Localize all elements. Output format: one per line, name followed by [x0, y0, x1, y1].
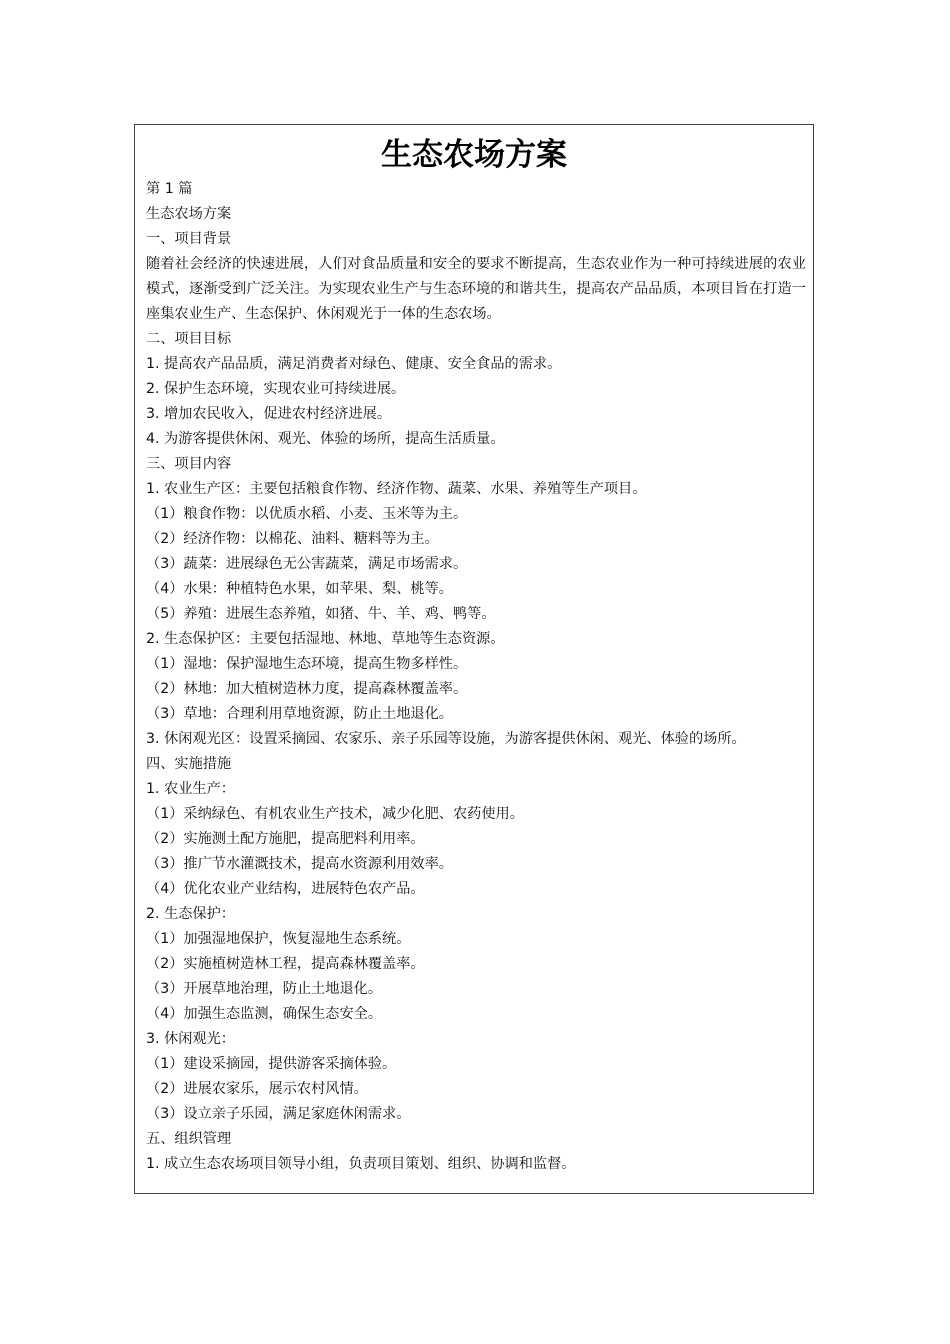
goal-item: 4. 为游客提供休闲、观光、体验的场所，提高生活质量。	[146, 431, 505, 447]
document-frame	[134, 124, 814, 1194]
measure-subitem: （3）开展草地治理，防止土地退化。	[146, 981, 383, 997]
content-subitem: （2）林地：加大植树造林力度，提高森林覆盖率。	[146, 681, 468, 697]
content-item: 2. 生态保护区：主要包括湿地、林地、草地等生态资源。	[146, 631, 505, 647]
measure-subitem: （1）采纳绿色、有机农业生产技术，减少化肥、农药使用。	[146, 806, 524, 822]
measure-subitem: （2）实施测土配方施肥，提高肥料利用率。	[146, 831, 425, 847]
measure-subitem: （3）设立亲子乐园，满足家庭休闲需求。	[146, 1106, 411, 1122]
goal-item: 2. 保护生态环境，实现农业可持续进展。	[146, 381, 406, 397]
background-paragraph: 随着社会经济的快速进展，人们对食品质量和安全的要求不断提高，生态农业作为一种可持续进展的农业模式，逐渐受到广泛关注。为实现农业生产与生态环境的和谐共生，提高农产品品质，本项目旨在打造一座集农业生产、生态保护、休闲观光于一体的生态农场。	[146, 256, 806, 322]
section-heading-measures: 四、实施措施	[146, 756, 232, 772]
content-subitem: （2）经济作物：以棉花、油料、糖料等为主。	[146, 531, 439, 547]
measure-subitem: （3）推广节水灌溉技术，提高水资源利用效率。	[146, 856, 453, 872]
document-title: 生态农场方案	[381, 137, 567, 173]
content-subitem: （1）粮食作物：以优质水稻、小麦、玉米等为主。	[146, 506, 468, 522]
content-subitem: （1）湿地：保护湿地生态环境，提高生物多样性。	[146, 656, 468, 672]
measure-item: 3. 休闲观光：	[146, 1031, 235, 1047]
measure-item: 1. 农业生产：	[146, 781, 235, 797]
content-subitem: （5）养殖：进展生态养殖，如猪、牛、羊、鸡、鸭等。	[146, 606, 496, 622]
content-subitem: （3）草地：合理利用草地资源，防止土地退化。	[146, 706, 453, 722]
measure-subitem: （4）加强生态监测，确保生态安全。	[146, 1006, 383, 1022]
section-heading-content: 三、项目内容	[146, 456, 232, 472]
content-item: 1. 农业生产区：主要包括粮食作物、经济作物、蔬菜、水果、养殖等生产项目。	[146, 481, 647, 497]
document-body	[146, 177, 806, 1177]
measure-subitem: （1）建设采摘园，提供游客采摘体验。	[146, 1056, 397, 1072]
management-item: 1. 成立生态农场项目领导小组，负责项目策划、组织、协调和监督。	[146, 1156, 576, 1172]
measure-subitem: （2）实施植树造林工程，提高森林覆盖率。	[146, 956, 425, 972]
subtitle: 生态农场方案	[146, 206, 232, 222]
content-subitem: （4）水果：种植特色水果，如苹果、梨、桃等。	[146, 581, 453, 597]
leisure-paragraph: 3. 休闲观光区：设置采摘园、农家乐、亲子乐园等设施，为游客提供休闲、观光、体验的场所。	[146, 731, 746, 747]
section-heading-management: 五、组织管理	[146, 1131, 232, 1147]
section-heading-goals: 二、项目目标	[146, 331, 232, 347]
measure-item: 2. 生态保护：	[146, 906, 235, 922]
measure-subitem: （1）加强湿地保护，恢复湿地生态系统。	[146, 931, 411, 947]
goal-item: 1. 提高农产品品质，满足消费者对绿色、健康、安全食品的需求。	[146, 356, 562, 372]
measure-subitem: （2）进展农家乐，展示农村风情。	[146, 1081, 368, 1097]
chapter-label: 第 1 篇	[146, 181, 193, 197]
goal-item: 3. 增加农民收入，促进农村经济进展。	[146, 406, 392, 422]
content-subitem: （3）蔬菜：进展绿色无公害蔬菜，满足市场需求。	[146, 556, 468, 572]
measure-subitem: （4）优化农业产业结构，进展特色农产品。	[146, 881, 425, 897]
section-heading-background: 一、项目背景	[146, 231, 232, 247]
